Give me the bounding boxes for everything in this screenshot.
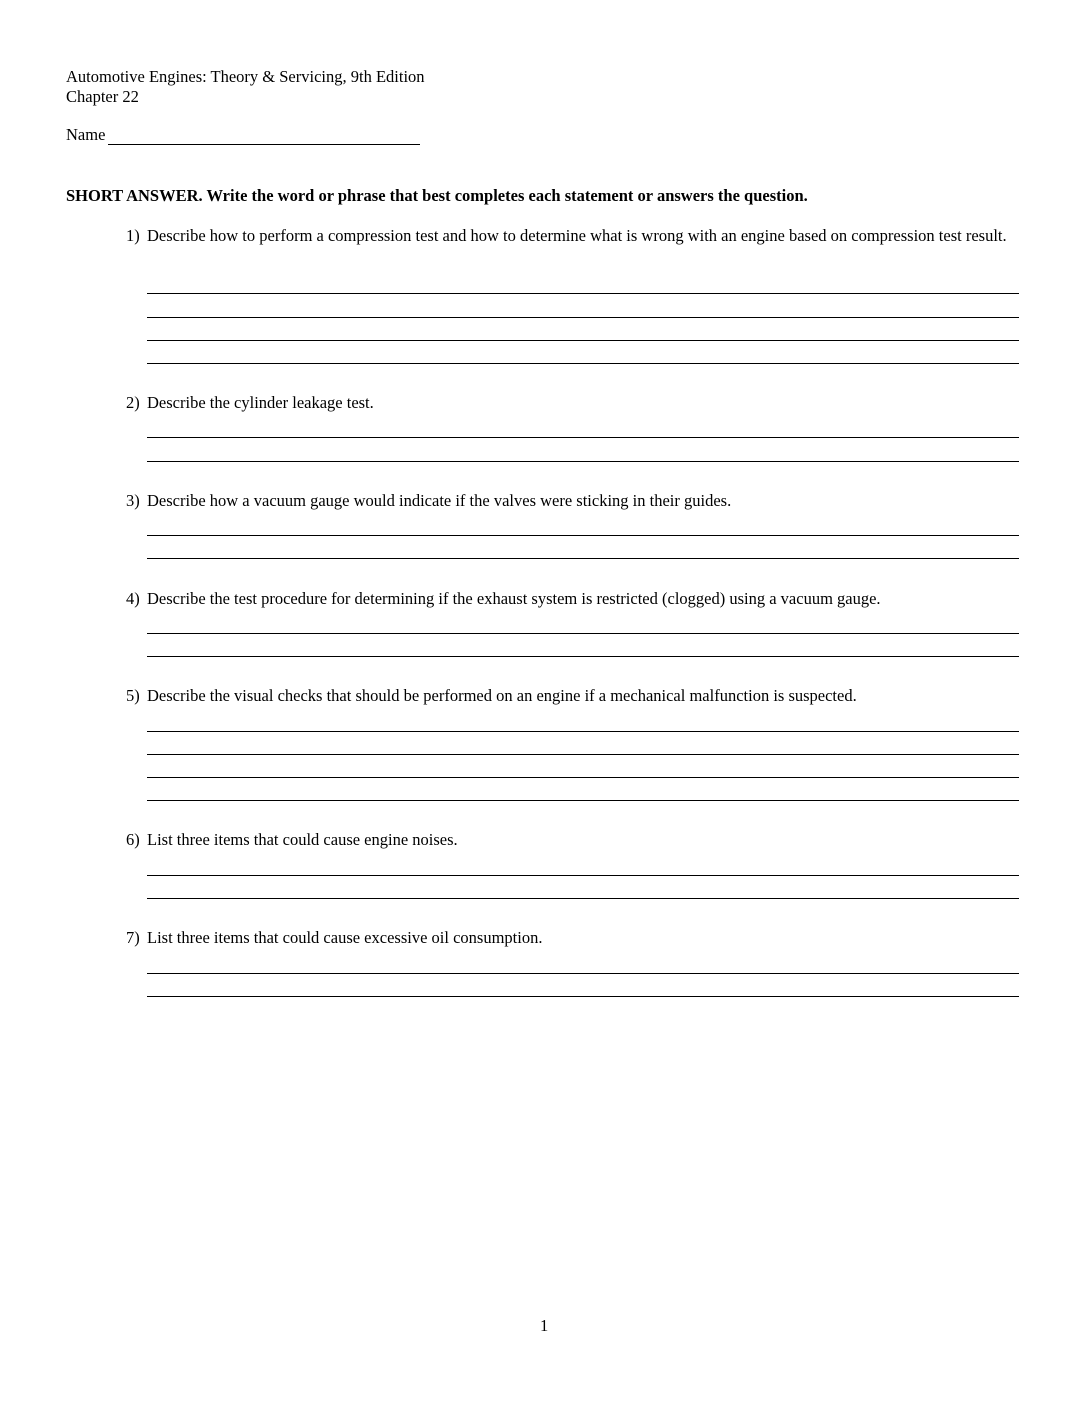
answer-line[interactable] bbox=[147, 535, 1019, 536]
question-4 bbox=[126, 587, 1026, 610]
answer-line[interactable] bbox=[147, 875, 1019, 876]
answer-line[interactable] bbox=[147, 633, 1019, 634]
answer-line[interactable] bbox=[147, 558, 1019, 559]
question-5 bbox=[126, 684, 1026, 707]
answer-line[interactable] bbox=[147, 293, 1019, 294]
answer-line[interactable] bbox=[147, 898, 1019, 899]
answer-line[interactable] bbox=[147, 973, 1019, 974]
question-7 bbox=[126, 926, 1026, 949]
question-number: 3) bbox=[126, 491, 140, 510]
question-number: 6) bbox=[126, 830, 140, 849]
question-number: 4) bbox=[126, 589, 140, 608]
question-text: Describe the test procedure for determining if the exhaust system is restricted (clogged) using a vacuum gauge. bbox=[147, 589, 881, 608]
answer-line[interactable] bbox=[147, 777, 1019, 778]
question-text: Describe how to perform a compression test and how to determine what is wrong with an engine based on compression test result. bbox=[147, 226, 1007, 245]
question-number: 1) bbox=[126, 226, 140, 245]
question-text: List three items that could cause engine noises. bbox=[147, 830, 458, 849]
answer-line[interactable] bbox=[147, 461, 1019, 462]
question-1 bbox=[126, 224, 1026, 247]
page-number: 1 bbox=[540, 1316, 549, 1335]
answer-line[interactable] bbox=[147, 437, 1019, 438]
section-heading: SHORT ANSWER. Write the word or phrase that best completes each statement or answers the question. bbox=[66, 186, 808, 205]
question-2 bbox=[126, 391, 1026, 414]
question-3 bbox=[126, 489, 1026, 512]
question-6 bbox=[126, 828, 1026, 851]
name-label: Name bbox=[66, 125, 106, 144]
book-title: Automotive Engines: Theory & Servicing, 9th Edition bbox=[66, 67, 425, 86]
question-text: Describe the visual checks that should be performed on an engine if a mechanical malfunction is suspected. bbox=[147, 686, 857, 705]
question-text: List three items that could cause excessive oil consumption. bbox=[147, 928, 543, 947]
answer-line[interactable] bbox=[147, 996, 1019, 997]
answer-line[interactable] bbox=[147, 656, 1019, 657]
answer-line[interactable] bbox=[147, 800, 1019, 801]
answer-line[interactable] bbox=[147, 363, 1019, 364]
name-field-line[interactable] bbox=[108, 144, 420, 145]
chapter-label: Chapter 22 bbox=[66, 87, 139, 106]
question-text: Describe the cylinder leakage test. bbox=[147, 393, 374, 412]
answer-line[interactable] bbox=[147, 340, 1019, 341]
question-text: Describe how a vacuum gauge would indicate if the valves were sticking in their guides. bbox=[147, 491, 732, 510]
question-number: 7) bbox=[126, 928, 140, 947]
answer-line[interactable] bbox=[147, 731, 1019, 732]
question-number: 2) bbox=[126, 393, 140, 412]
answer-line[interactable] bbox=[147, 317, 1019, 318]
question-number: 5) bbox=[126, 686, 140, 705]
answer-line[interactable] bbox=[147, 754, 1019, 755]
